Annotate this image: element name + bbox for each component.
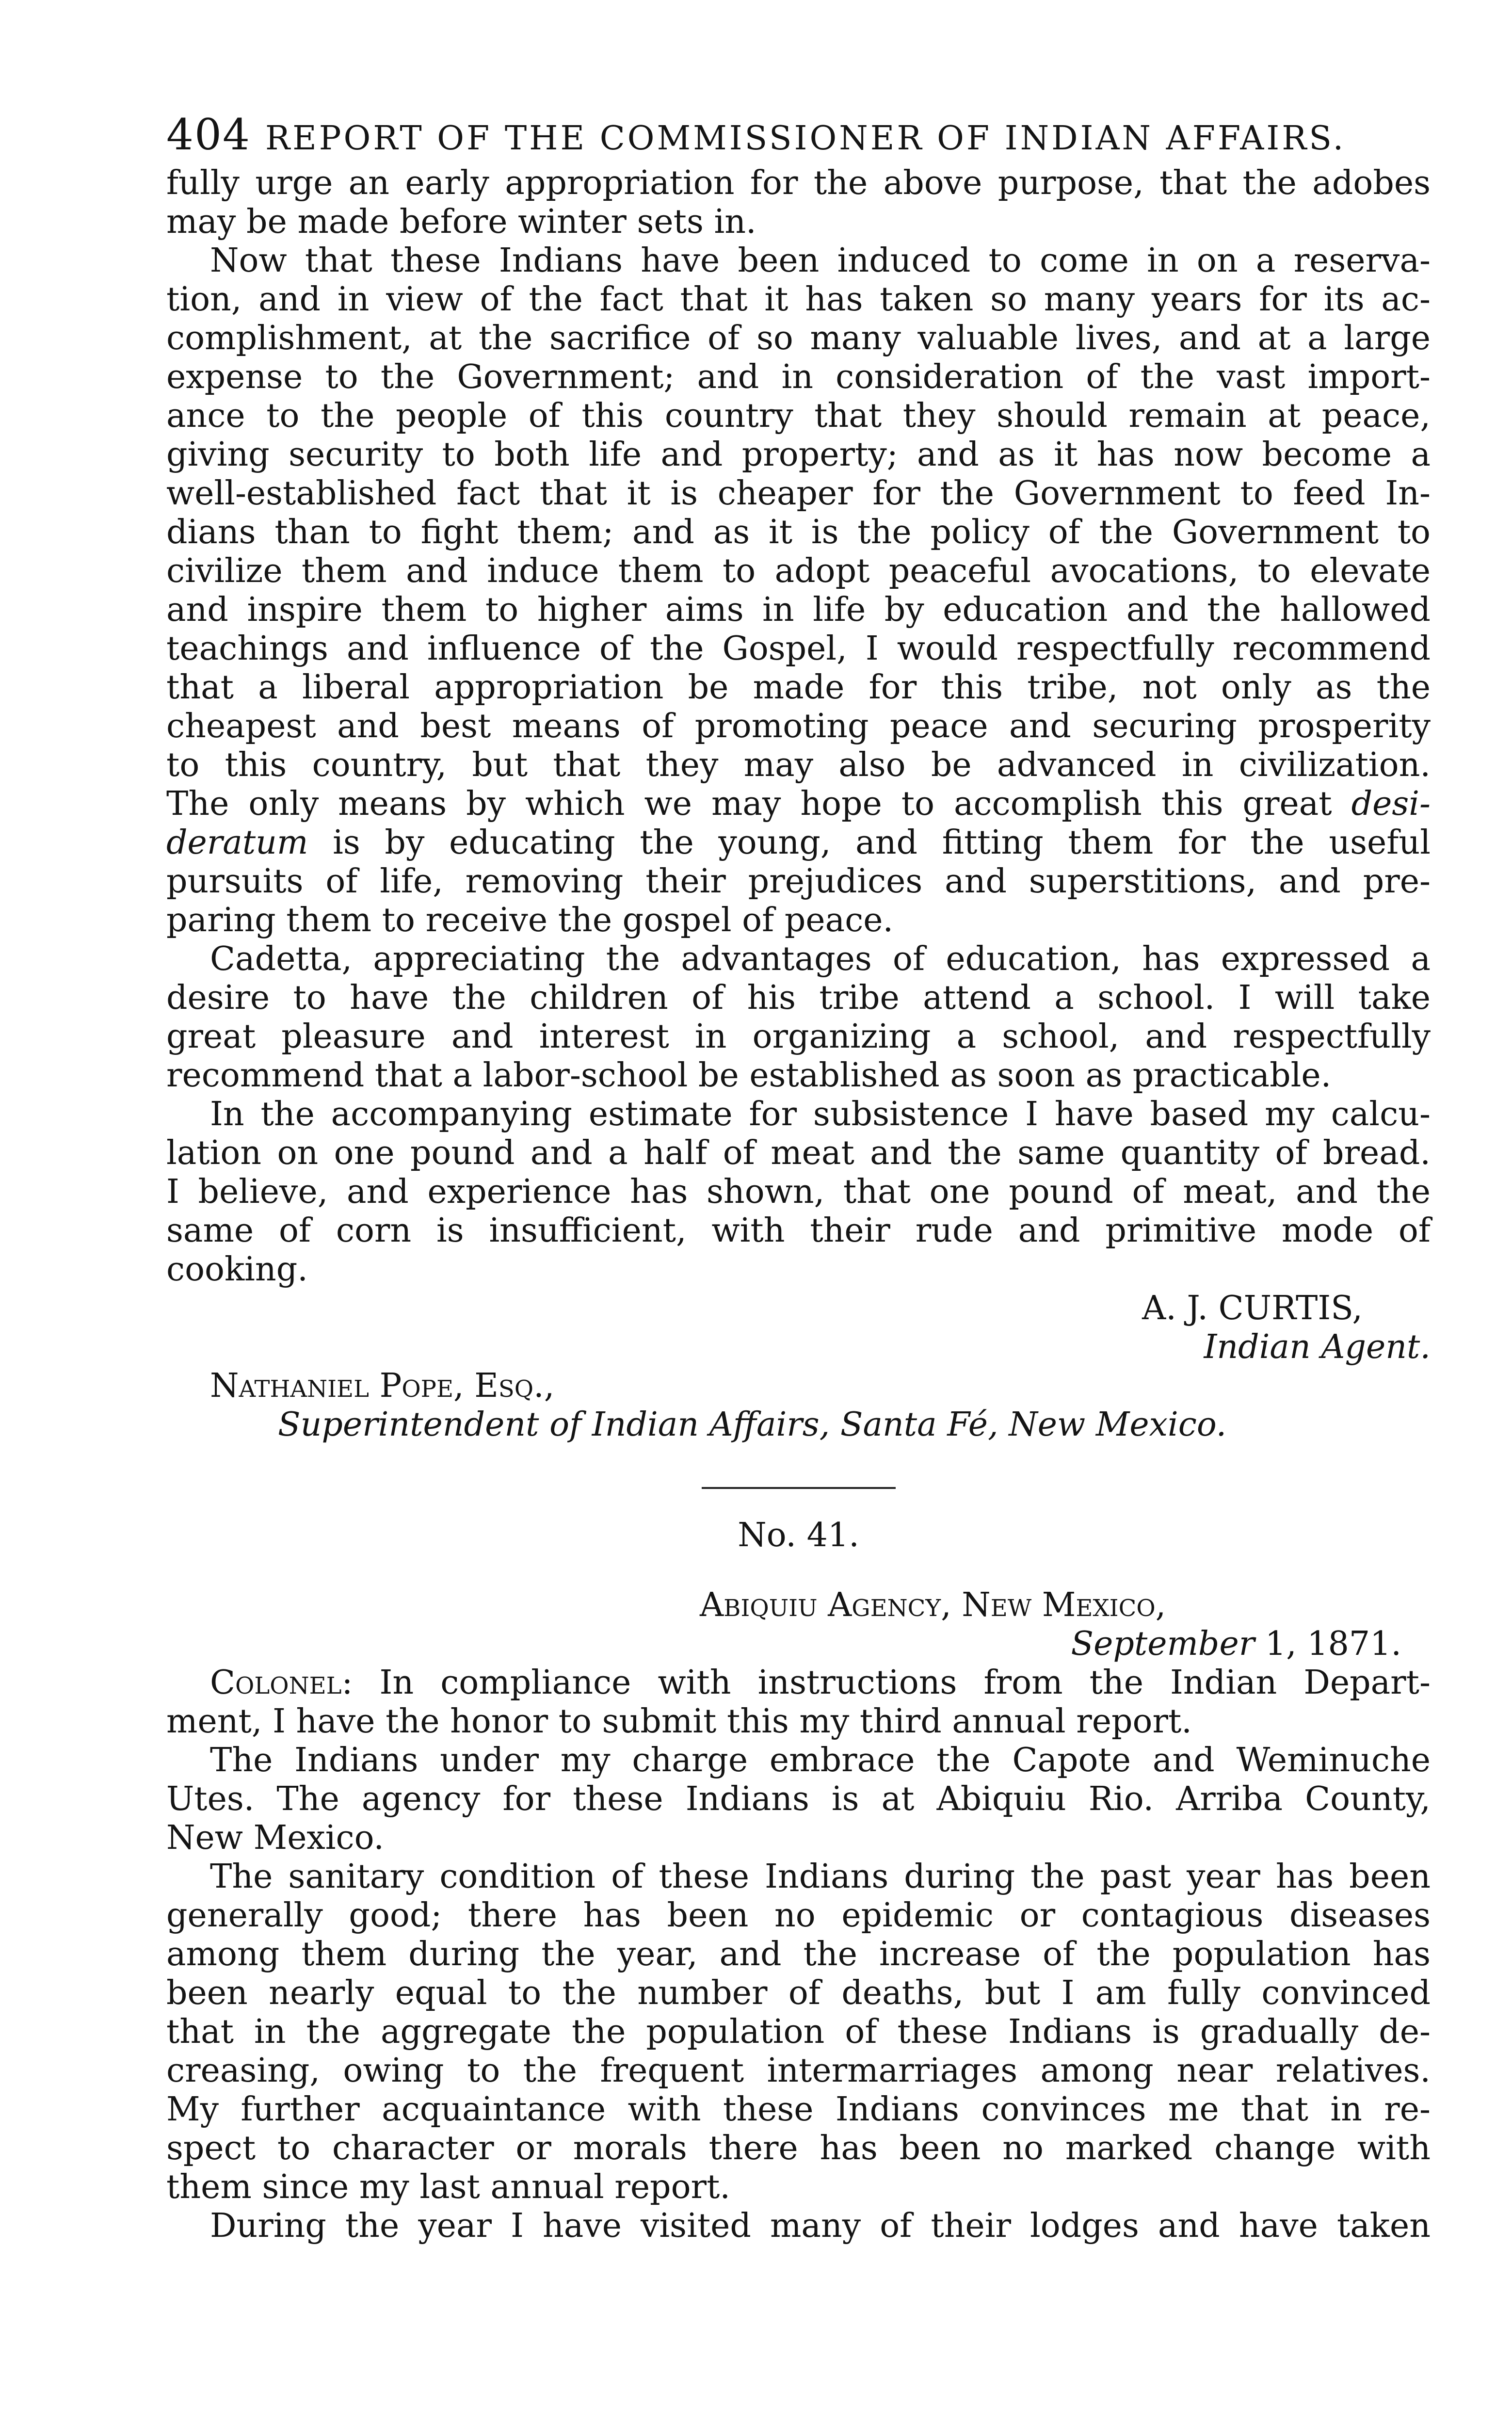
addressee-title: Superintendent of Indian Affairs, Santa Fé, New Mexico. [278, 1406, 1227, 1444]
text-line: them since my last annual report. [166, 2168, 730, 2206]
text-line: that in the aggregate the population of these Indians is gradually de- [166, 2013, 1431, 2051]
text-line: generally good; there has been no epidemic or contagious diseases [166, 1896, 1431, 1935]
italic-word: desi- [1351, 785, 1431, 823]
text-line: Now that these Indians have been induced to come in on a reserva- [210, 242, 1431, 280]
text-line: The sanitary condition of these Indians during the past year has been [210, 1858, 1431, 1896]
text-line: and inspire them to higher aims in life by education and the hallowed [166, 591, 1431, 629]
document-page [166, 106, 1431, 2246]
text-line: teachings and influence of the Gospel, I would respectfully recommend [166, 630, 1431, 668]
text-run: In compliance with instructions from the Indian Depart- [353, 1664, 1431, 1702]
text-line: desire to have the children of his tribe attend a school. I will take [166, 979, 1431, 1017]
date-month: September [1071, 1625, 1255, 1663]
text-line: ment, I have the honor to submit this my third annual report. [166, 1702, 1192, 1741]
text-line: cooking. [166, 1250, 308, 1289]
text-line [166, 824, 1431, 862]
text-line [166, 1664, 1431, 1702]
text-line: New Mexico. [166, 1819, 384, 1857]
page-number: 404 [166, 110, 251, 160]
text-line: paring them to receive the gospel of peace. [166, 901, 894, 939]
text-line: among them during the year, and the increase of the population has [166, 1935, 1431, 1973]
addressee-name: Nathaniel Pope, Esq., [210, 1367, 555, 1405]
text-line: civilize them and induce them to adopt peaceful avocations, to elevate [166, 552, 1431, 590]
italic-word: deratum [166, 824, 308, 862]
text-line: great pleasure and interest in organizing a school, and respectfully [166, 1018, 1431, 1056]
text-line: well-established fact that it is cheaper for the Government to feed In- [166, 474, 1431, 513]
text-line: I believe, and experience has shown, that one pound of meat, and the [166, 1173, 1431, 1211]
running-header [166, 106, 1431, 164]
text-line: lation on one pound and a half of meat and the same quantity of bread. [166, 1134, 1431, 1172]
running-title: REPORT OF THE COMMISSIONER OF INDIAN AFFAIRS. [265, 119, 1346, 158]
text-run: The only means by which we may hope to accomplish this great [166, 785, 1332, 823]
text-line: pursuits of life, removing their prejudices and superstitions, and pre- [166, 862, 1431, 901]
text-line: creasing, owing to the frequent intermarriages among near relatives. [166, 2052, 1431, 2090]
text-line: recommend that a labor-school be established as soon as practicable. [166, 1056, 1332, 1095]
text-line: Cadetta, appreciating the advantages of education, has expressed a [210, 940, 1431, 978]
letter-date [166, 1625, 1431, 1664]
spacer [166, 1555, 1431, 1586]
text-line: that a liberal appropriation be made for this tribe, not only as the [166, 668, 1431, 707]
text-line: fully urge an early appropriation for the above purpose, that the adobes [166, 164, 1431, 202]
text-line: giving security to both life and property; and as it has now become a [166, 436, 1431, 474]
text-line: My further acquaintance with these Indians convinces me that in re- [166, 2090, 1431, 2129]
text-line: ance to the people of this country that they should remain at peace, [166, 397, 1431, 435]
section-divider [702, 1487, 896, 1489]
text-line: spect to character or morals there has been no marked change with [166, 2129, 1431, 2167]
text-line: In the accompanying estimate for subsistence I have based my calcu- [210, 1095, 1431, 1133]
text-line: tion, and in view of the fact that it has taken so many years for its ac- [166, 280, 1431, 319]
text-line: dians than to fight them; and as it is the policy of the Government to [166, 513, 1431, 551]
text-line: same of corn is insufficient, with their rude and primitive mode of [166, 1212, 1431, 1250]
signature-name: A. J. CURTIS, [1142, 1289, 1363, 1327]
text-line: Utes. The agency for these Indians is at Abiquiu Rio. Arriba County, [166, 1780, 1431, 1818]
signature-title: Indian Agent. [1204, 1328, 1431, 1366]
text-line: to this country, but that they may also be advanced in civilization. [166, 746, 1431, 784]
document-number: No. 41. [738, 1516, 859, 1554]
letter-1-body [166, 164, 1431, 1444]
agency-place: Abiquiu Agency, New Mexico, [700, 1586, 1166, 1624]
salutation: Colonel: [210, 1664, 353, 1702]
date-rest: 1, 1871. [1255, 1625, 1401, 1663]
text-line: During the year I have visited many of their lodges and have taken [210, 2207, 1431, 2245]
text-line: been nearly equal to the number of deaths, but I am fully convinced [166, 1974, 1431, 2012]
text-line: expense to the Government; and in consideration of the vast import- [166, 358, 1431, 396]
text-line: cheapest and best means of promoting peace and securing prosperity [166, 707, 1431, 745]
text-line: The Indians under my charge embrace the Capote and Weminuche [210, 1741, 1431, 1779]
text-run: is by educating the young, and fitting them for the useful [308, 824, 1431, 862]
letter-2-body [166, 1586, 1431, 2246]
text-line [166, 785, 1431, 824]
text-line: may be made before winter sets in. [166, 203, 756, 241]
text-line: complishment, at the sacrifice of so many valuable lives, and at a large [166, 319, 1431, 357]
